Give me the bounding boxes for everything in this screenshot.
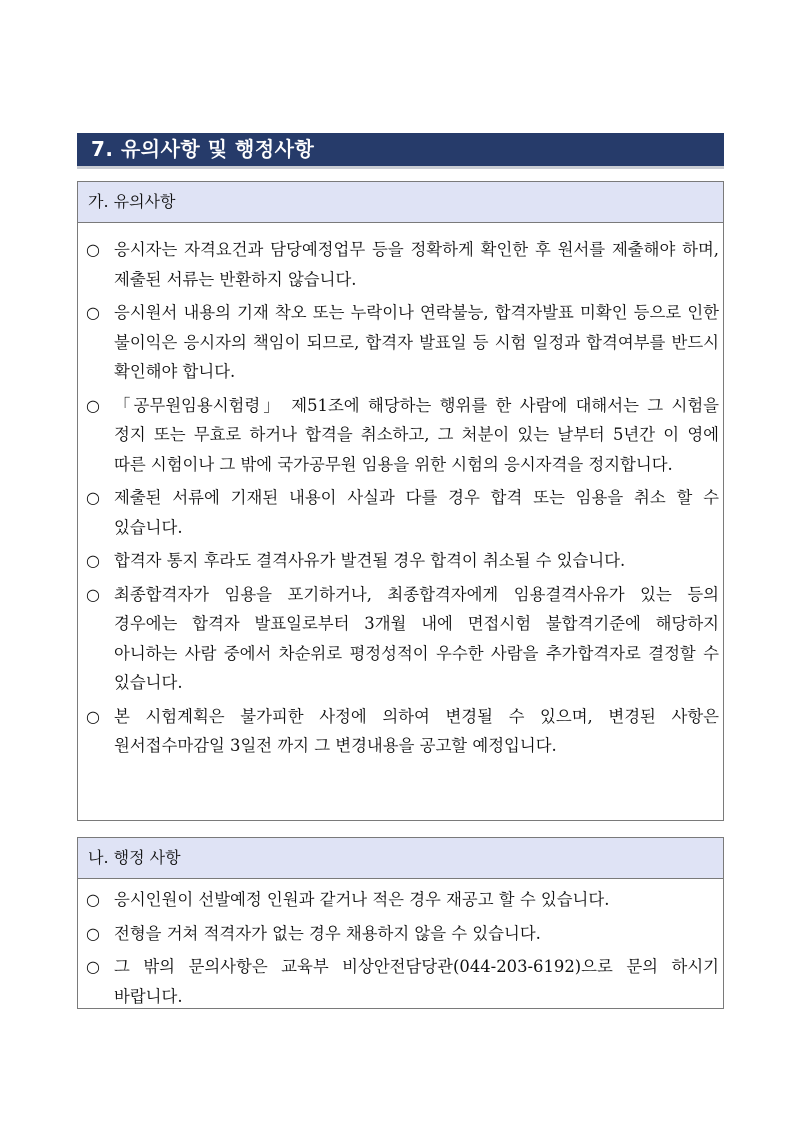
notice-item xyxy=(86,298,719,387)
notice-list xyxy=(78,223,723,761)
notice-item xyxy=(86,483,719,542)
admin-item-text: 응시인원이 선발예정 인원과 같거나 적은 경우 재공고 할 수 있습니다. xyxy=(114,890,610,909)
notice-box xyxy=(77,181,724,821)
circle-bullet-icon: ○ xyxy=(86,551,100,570)
admin-item xyxy=(86,952,719,1011)
admin-item-text: 전형을 거쳐 적격자가 없는 경우 채용하지 않을 수 있습니다. xyxy=(114,923,541,943)
notice-item xyxy=(86,391,719,480)
circle-bullet-icon: ○ xyxy=(86,303,100,322)
notice-header: 가. 유의사항 xyxy=(78,182,723,223)
circle-bullet-icon: ○ xyxy=(86,584,100,604)
circle-bullet-icon: ○ xyxy=(86,706,100,726)
notice-item-text: 제출된 서류에 기재된 내용이 사실과 다를 경우 합격 또는 임용을 취소 할 수 있습니다. xyxy=(114,488,719,537)
circle-bullet-icon: ○ xyxy=(86,957,100,976)
admin-item xyxy=(86,919,719,949)
circle-bullet-icon: ○ xyxy=(86,240,100,259)
notice-item-text: 본 시험계획은 불가피한 사정에 의하여 변경될 수 있으며, 변경된 사항은 원서접수마감일 3일전 까지 그 변경내용을 공고할 예정입니다. xyxy=(114,706,719,755)
admin-item-text: 그 밖의 문의사항은 교육부 비상안전담당관(044-203-6192)으로 문의 하시기 바랍니다. xyxy=(114,957,719,1006)
circle-bullet-icon: ○ xyxy=(86,395,100,415)
admin-header: 나. 행정 사항 xyxy=(78,838,723,879)
notice-item-text: 합격자 통지 후라도 결격사유가 발견될 경우 합격이 취소될 수 있습니다. xyxy=(114,551,626,570)
admin-item xyxy=(86,885,719,915)
admin-list xyxy=(78,879,723,1011)
notice-item-text: 응시원서 내용의 기재 착오 또는 누락이나 연락불능, 합격자발표 미확인 등으로 인한 불이익은 응시자의 책임이 되므로, 합격자 발표일 등 시험 일정과 합격여부를 반드시 확인해야 합니다. xyxy=(114,303,719,381)
circle-bullet-icon: ○ xyxy=(86,488,100,507)
notice-item-text: 응시자는 자격요건과 담당예정업무 등을 정확하게 확인한 후 원서를 제출해야 하며, 제출된 서류는 반환하지 않습니다. xyxy=(114,240,719,289)
notice-item xyxy=(86,235,719,294)
notice-item xyxy=(86,702,719,761)
section-title: 7. 유의사항 및 행정사항 xyxy=(77,133,724,169)
notice-item-text: 최종합격자가 임용을 포기하거나, 최종합격자에게 임용결격사유가 있는 등의 경우에는 합격자 발표일로부터 3개월 내에 면접시험 불합격기준에 해당하지 아니하는 사람 중에서 차순위로 평정성적이 우수한 사람을 추가합격자로 결정할 수 있습니다. xyxy=(114,584,719,692)
notice-item xyxy=(86,580,719,698)
circle-bullet-icon: ○ xyxy=(86,923,100,943)
admin-box xyxy=(77,837,724,1009)
notice-item-text: 「공무원임용시험령」 제51조에 해당하는 행위를 한 사람에 대해서는 그 시험을 정지 또는 무효로 하거나 합격을 취소하고, 그 처분이 있는 날부터 5년간 이 영에 따른 시험이나 그 밖에 국가공무원 임용을 위한 시험의 응시자격을 정지합니다. xyxy=(114,395,719,474)
circle-bullet-icon: ○ xyxy=(86,890,100,909)
notice-item xyxy=(86,546,719,576)
